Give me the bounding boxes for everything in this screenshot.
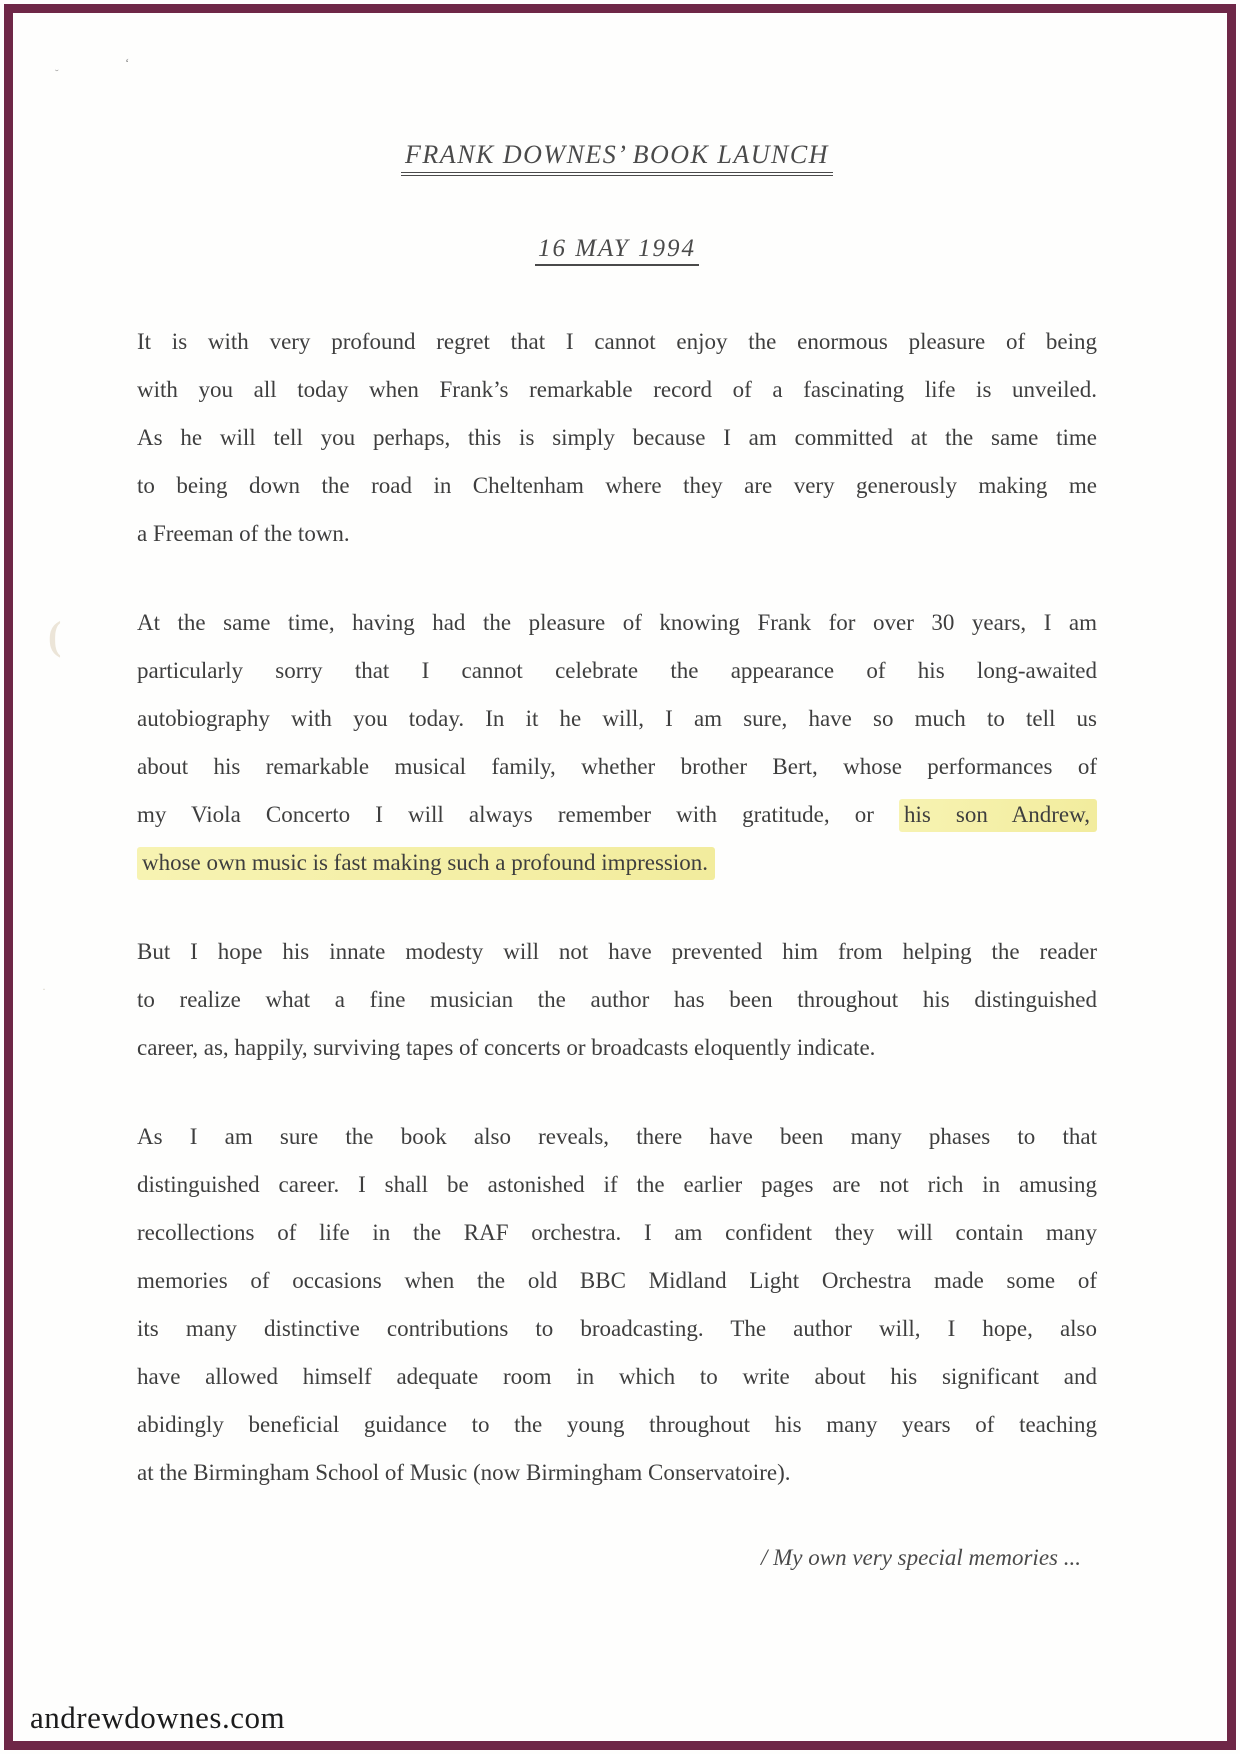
text-segment: career, as, happily, surviving tapes of concerts or broadcasts eloquently indicate. xyxy=(137,1035,876,1060)
text-segment: to being down the road in Cheltenham where they are very generously making me xyxy=(137,473,1097,498)
text-line xyxy=(137,976,1097,1024)
document-content xyxy=(137,0,1097,1582)
text-line xyxy=(137,1353,1097,1401)
scan-speck: ˘ xyxy=(55,68,59,80)
text-segment: At the same time, having had the pleasure of knowing Frank for over 30 years, I am xyxy=(137,610,1097,635)
text-segment: It is with very profound regret that I cannot enjoy the enormous pleasure of being xyxy=(137,329,1097,354)
document-date: 16 MAY 1994 xyxy=(535,235,699,266)
scan-speck: ʻ xyxy=(125,55,130,70)
text-segment: about his remarkable musical family, whether brother Bert, whose performances of xyxy=(137,754,1097,779)
site-footer: andrewdownes.com xyxy=(30,1700,286,1735)
text-line xyxy=(137,743,1097,791)
text-line xyxy=(137,1024,1097,1072)
date-row xyxy=(137,232,1097,269)
paragraph xyxy=(137,318,1097,558)
text-line xyxy=(137,1449,1097,1497)
text-segment: As he will tell you perhaps, this is simply because I am committed at the same time xyxy=(137,425,1097,450)
title-row xyxy=(137,138,1097,176)
paragraph xyxy=(137,1113,1097,1497)
text-line xyxy=(137,647,1097,695)
body-paragraphs xyxy=(137,318,1097,1497)
text-line xyxy=(137,791,1097,839)
text-line xyxy=(137,1209,1097,1257)
text-line xyxy=(137,1305,1097,1353)
text-line xyxy=(137,695,1097,743)
text-line xyxy=(137,1161,1097,1209)
text-line xyxy=(137,1401,1097,1449)
text-segment: at the Birmingham School of Music (now Birmingham Conservatoire). xyxy=(137,1460,791,1485)
text-segment: to realize what a fine musician the author has been throughout his distinguished xyxy=(137,987,1097,1012)
text-segment: distinguished career. I shall be astonished if the earlier pages are not rich in amusing xyxy=(137,1172,1097,1197)
text-segment: have allowed himself adequate room in which to write about his significant and xyxy=(137,1364,1097,1389)
text-segment: with you all today when Frank’s remarkable record of a fascinating life is unveiled. xyxy=(137,377,1097,402)
text-segment: my Viola Concerto I will always remember with gratitude, or xyxy=(137,802,899,827)
text-segment: particularly sorry that I cannot celebrate the appearance of his long-awaited xyxy=(137,658,1097,683)
text-line xyxy=(137,462,1097,510)
scan-speck: · xyxy=(42,982,46,996)
paragraph xyxy=(137,599,1097,887)
text-line xyxy=(137,414,1097,462)
text-line xyxy=(137,366,1097,414)
paragraph xyxy=(137,928,1097,1072)
document-title: FRANK DOWNES’ BOOK LAUNCH xyxy=(401,140,833,176)
text-line xyxy=(137,1257,1097,1305)
text-segment: autobiography with you today. In it he will, I am sure, have so much to tell us xyxy=(137,706,1097,731)
scan-speck: ( xyxy=(48,613,62,658)
text-segment: its many distinctive contributions to broadcasting. The author will, I hope, also xyxy=(137,1316,1097,1341)
closing-line: / My own very special memories ... xyxy=(760,1545,1081,1570)
text-line xyxy=(137,599,1097,647)
text-line xyxy=(137,510,1097,558)
text-segment: a Freeman of the town. xyxy=(137,521,350,546)
text-segment: As I am sure the book also reveals, there have been many phases to that xyxy=(137,1124,1097,1149)
highlighted-text: his son Andrew, xyxy=(899,799,1097,832)
text-line xyxy=(137,318,1097,366)
text-line xyxy=(137,928,1097,976)
text-line xyxy=(137,1113,1097,1161)
highlighted-text: whose own music is fast making such a profound impression. xyxy=(137,847,715,880)
text-line xyxy=(137,839,1097,887)
text-segment: abidingly beneficial guidance to the young throughout his many years of teaching xyxy=(137,1412,1097,1437)
text-segment: memories of occasions when the old BBC Midland Light Orchestra made some of xyxy=(137,1268,1097,1293)
text-segment: recollections of life in the RAF orchestra. I am confident they will contain many xyxy=(137,1220,1097,1245)
text-segment: But I hope his innate modesty will not have prevented him from helping the reader xyxy=(137,939,1097,964)
